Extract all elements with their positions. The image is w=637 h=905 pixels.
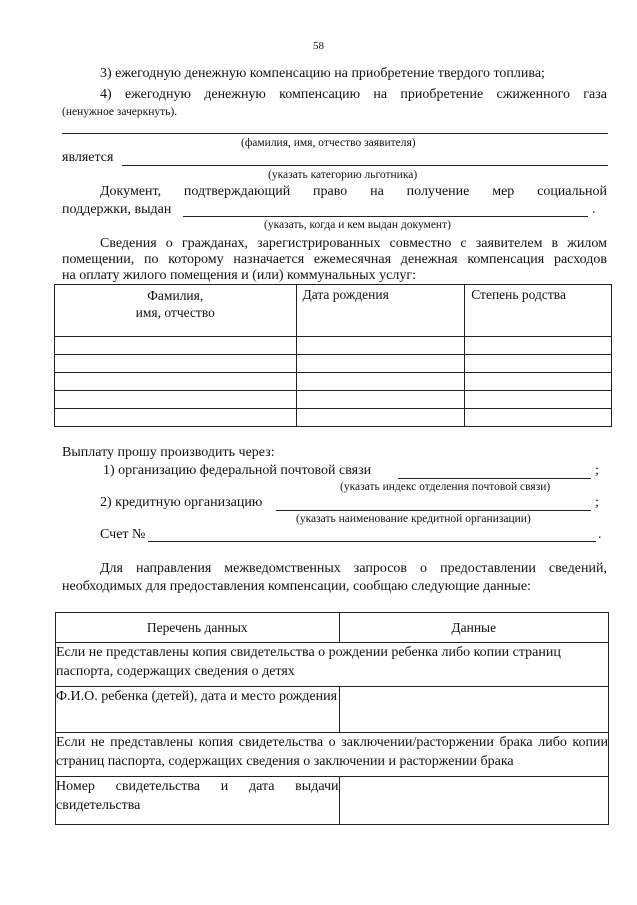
document-issued-label: поддержки, выдан (62, 202, 172, 217)
data-section-row (56, 643, 609, 687)
account-label: Счет № (100, 527, 146, 542)
document-caption: (указать, когда и кем выдан документ) (264, 219, 451, 231)
section-birth-certificate: Если не представлены копия свидетельства о рождении ребенка либо копии страниц паспорта, содержащих сведения о детях (56, 643, 609, 687)
citizens-intro-3: на оплату жилого помещения и (или) коммунальных услуг: (62, 268, 416, 283)
data-header-row (56, 613, 609, 643)
payment-option-1: 1) организацию федеральной почтовой связи (103, 463, 372, 478)
category-line[interactable] (122, 165, 608, 166)
citizens-intro-1: Сведения о гражданах, зарегистрированных совместно с заявителем в жилом (100, 236, 607, 251)
table-row[interactable] (55, 355, 612, 373)
table-cell[interactable] (465, 355, 612, 373)
account-end: . (598, 527, 602, 542)
col-birthdate-header: Дата рождения (296, 285, 465, 337)
table-cell[interactable] (296, 355, 465, 373)
credit-org-line[interactable] (276, 510, 591, 511)
postal-index-line[interactable] (398, 478, 591, 479)
option-1-end: ; (595, 463, 599, 478)
citizens-intro-2: помещении, по которому назначается ежемесячная денежная компенсация расходов (62, 252, 607, 267)
table-cell[interactable] (296, 373, 465, 391)
table-cell[interactable] (55, 409, 297, 427)
item-3-text: 3) ежегодную денежную компенсацию на приобретение твердого топлива; (100, 66, 545, 81)
applicant-fio-caption: (фамилия, имя, отчество заявителя) (241, 137, 416, 149)
table-row[interactable] (55, 391, 612, 409)
payment-option-2: 2) кредитную организацию (100, 495, 263, 510)
table-cell[interactable] (465, 337, 612, 355)
header-data-value: Данные (339, 613, 608, 643)
table-cell[interactable] (465, 391, 612, 409)
document-line-end: . (592, 202, 596, 217)
data-table (55, 612, 609, 825)
applicant-fio-line[interactable] (62, 133, 608, 134)
table-cell[interactable] (296, 337, 465, 355)
label-child-fio: Ф.И.О. ребенка (детей), дата и место рождения (56, 687, 340, 733)
col-fio-line1: Фамилия, (147, 288, 204, 303)
table-row[interactable] (55, 337, 612, 355)
citizens-header-row (55, 285, 612, 337)
payment-title: Выплату прошу производить через: (62, 445, 275, 460)
value-child-fio[interactable] (339, 687, 608, 733)
table-row[interactable] (55, 409, 612, 427)
table-cell[interactable] (296, 391, 465, 409)
col-relation-header: Степень родства (465, 285, 612, 337)
col-fio-header (55, 285, 297, 337)
table-cell[interactable] (465, 373, 612, 391)
strike-note: (ненужное зачеркнуть). (62, 106, 178, 118)
table-cell[interactable] (55, 373, 297, 391)
account-line[interactable] (148, 541, 596, 542)
category-caption: (указать категорию льготника) (268, 169, 418, 181)
option-2-end: ; (595, 495, 599, 510)
document-issued-line[interactable] (183, 216, 588, 217)
table-cell[interactable] (55, 391, 297, 409)
section-marriage-certificate: Если не представлены копия свидетельства о заключении/расторжении брака либо копии страниц паспорта, содержащих сведения о заключении и расторжении брака (56, 733, 609, 777)
table-cell[interactable] (55, 337, 297, 355)
item-4-text: 4) ежегодную денежную компенсацию на приобретение сжиженного газа (100, 87, 607, 102)
data-entry-row[interactable] (56, 777, 609, 825)
postal-index-caption: (указать индекс отделения почтовой связи) (340, 481, 551, 493)
data-entry-row[interactable] (56, 687, 609, 733)
interagency-line-1: Для направления межведомственных запросов о предоставлении сведений, (100, 561, 607, 576)
document-line-1: Документ, подтверждающий право на получение мер социальной (100, 184, 607, 199)
table-cell[interactable] (55, 355, 297, 373)
value-certificate-number[interactable] (339, 777, 608, 825)
header-data-list: Перечень данных (56, 613, 340, 643)
is-label: является (62, 150, 114, 165)
table-row[interactable] (55, 373, 612, 391)
citizens-table (54, 284, 612, 427)
data-section-row (56, 733, 609, 777)
page-number: 58 (313, 40, 324, 52)
interagency-line-2: необходимых для предоставления компенсации, сообщаю следующие данные: (62, 579, 531, 594)
table-cell[interactable] (296, 409, 465, 427)
credit-org-caption: (указать наименование кредитной организации) (296, 513, 531, 525)
table-cell[interactable] (465, 409, 612, 427)
col-fio-line2: имя, отчество (135, 305, 215, 320)
label-certificate-number: Номер свидетельства и дата выдачи свидетельства (56, 777, 340, 825)
